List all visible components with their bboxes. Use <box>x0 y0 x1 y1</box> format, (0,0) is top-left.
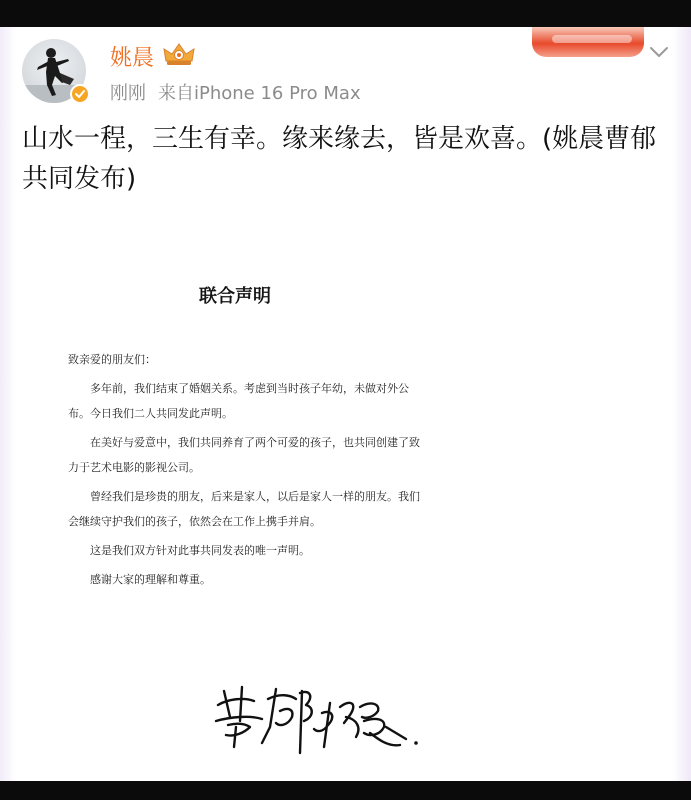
letter-body <box>68 347 428 592</box>
author-name[interactable]: 姚晨 <box>110 46 155 71</box>
promo-card[interactable] <box>532 27 644 57</box>
chevron-down-icon[interactable] <box>648 41 670 63</box>
post-text: 山水一程，三生有幸。缘来缘去，皆是欢喜。(姚晨曹郁共同发布) <box>22 124 657 194</box>
weibo-post-card <box>0 27 691 781</box>
handwritten-signatures <box>210 677 430 767</box>
post-time: 刚刚 <box>110 83 146 104</box>
letter-paragraph: 多年前，我们结束了婚姻关系。考虑到当时孩子年幼，未做对外公布。今日我们二人共同发此声明。 <box>68 382 409 420</box>
letter-greeting: 致亲爱的朋友们： <box>68 353 156 366</box>
letter-paragraph: 感谢大家的理解和尊重。 <box>90 573 211 586</box>
vip-crown-icon[interactable] <box>162 41 196 67</box>
top-black-bar <box>0 0 691 27</box>
letter-title: 联合声明 <box>199 286 271 307</box>
bottom-black-bar <box>0 781 691 800</box>
verified-badge-icon <box>70 84 90 104</box>
post-source: 来自iPhone 16 Pro Max <box>158 83 361 104</box>
letter-paragraph: 曾经我们是珍贵的朋友，后来是家人，以后是家人一样的朋友。我们会继续守护我们的孩子，依然会在工作上携手并肩。 <box>68 490 420 528</box>
statement-image[interactable] <box>0 252 691 772</box>
post-meta <box>110 79 361 105</box>
letter-paragraph: 在美好与爱意中，我们共同养育了两个可爱的孩子，也共同创建了致力于艺术电影的影视公司。 <box>68 436 420 474</box>
letter-paragraph: 这是我们双方针对此事共同发表的唯一声明。 <box>90 544 310 557</box>
